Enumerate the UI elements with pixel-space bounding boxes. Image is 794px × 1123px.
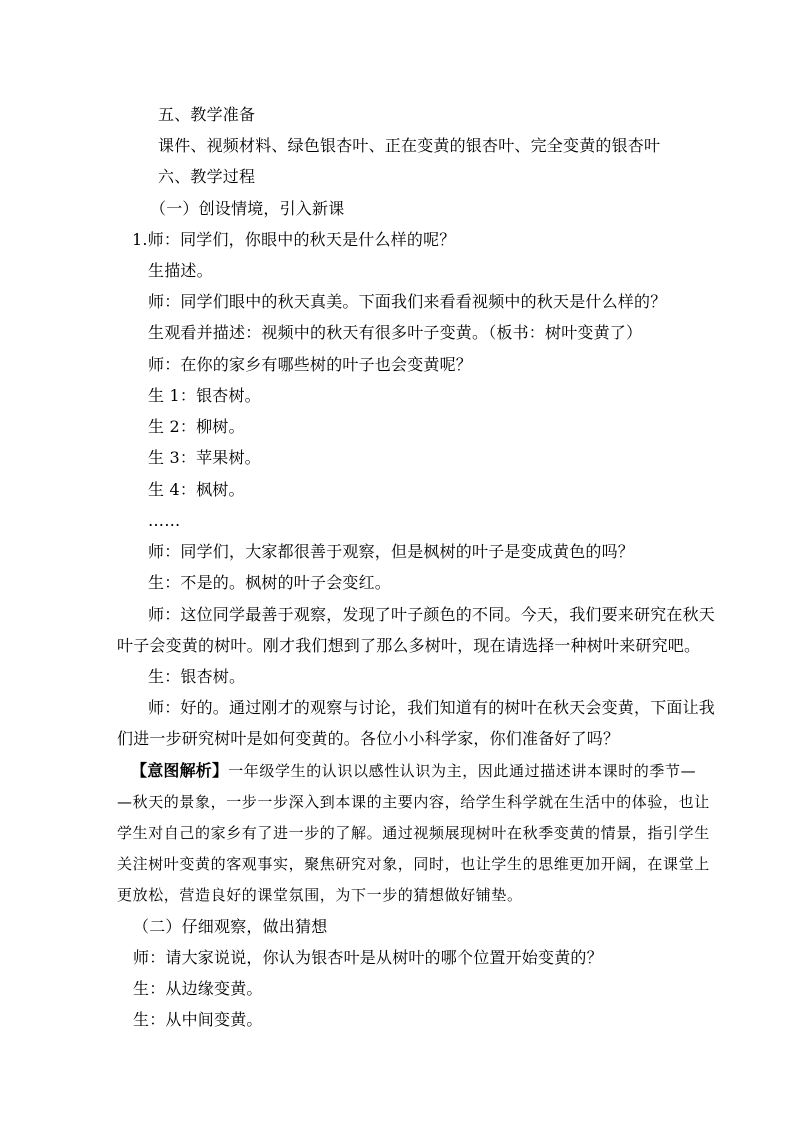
dialogue-line: 生：从边缘变黄。: [133, 979, 263, 998]
dialogue-line: 生 3：苹果树。: [148, 448, 261, 467]
intent-analysis-label: 【意图解析】: [131, 761, 229, 780]
heading-teaching-preparation: 五、教学准备: [158, 105, 256, 124]
dialogue-line: 生描述。: [148, 261, 213, 280]
dialogue-line: 们进一步研究树叶是如何变黄的。各位小小科学家，你们准备好了吗？: [117, 729, 620, 748]
dialogue-line: 生 2：柳树。: [148, 417, 245, 436]
dialogue-line: 叶子会变黄的树叶。刚才我们想到了那么多树叶，现在请选择一种树叶来研究吧。: [117, 636, 701, 655]
heading-teaching-process: 六、教学过程: [158, 167, 256, 186]
materials-line: 课件、视频材料、绿色银杏叶、正在变黄的银杏叶、完全变黄的银杏叶: [158, 136, 661, 155]
dialogue-line: 师：这位同学最善于观察，发现了叶子颜色的不同。今天，我们要来研究在秋天: [148, 605, 716, 624]
intent-analysis-line: —秋天的景象，一步一步深入到本课的主要内容，给学生科学就在生活中的体验，也让: [117, 793, 710, 811]
dialogue-line: 师：同学们，大家都很善于观察，但是枫树的叶子是变成黄色的吗？: [148, 542, 635, 561]
intent-analysis-first-line: [131, 760, 696, 782]
intent-analysis-line: 关注树叶变黄的客观事实，聚焦研究对象，同时，也让学生的思维更加开阔，在课堂上: [117, 855, 710, 873]
intent-analysis-text: 一年级学生的认识以感性认识为主，因此通过描述讲本课时的季节—: [228, 762, 697, 780]
dialogue-line: 师：在你的家乡有哪些树的叶子也会变黄呢？: [148, 355, 473, 374]
dialogue-line: 师：好的。通过刚才的观察与讨论，我们知道有的树叶在秋天会变黄，下面让我: [148, 698, 716, 717]
intent-analysis-line: 更放松，营造良好的课堂氛围，为下一步的猜想做好铺垫。: [117, 886, 523, 904]
dialogue-line: 1.师：同学们，你眼中的秋天是什么样的呢？: [132, 230, 456, 249]
dialogue-line: 生：从中间变黄。: [133, 1010, 263, 1029]
section-heading-2: （二）仔细观察，做出猜想: [133, 917, 328, 936]
dialogue-line: 生观看并描述：视频中的秋天有很多叶子变黄。（板书：树叶变黄了）: [148, 323, 643, 342]
section-heading-1: （一）创设情境，引入新课: [150, 199, 345, 218]
dialogue-line: 生：银杏树。: [148, 667, 246, 686]
dialogue-line: 生 4：枫树。: [148, 480, 245, 499]
dialogue-line: 师：同学们眼中的秋天真美。下面我们来看看视频中的秋天是什么样的？: [148, 292, 667, 311]
intent-analysis-line: 学生对自己的家乡有了进一步的了解。通过视频展现树叶在秋季变黄的情景，指引学生: [117, 824, 710, 842]
dialogue-line: 生 1：银杏树。: [148, 386, 261, 405]
ellipsis-line: ……: [148, 511, 181, 530]
dialogue-line: 生：不是的。枫树的叶子会变红。: [148, 573, 392, 592]
dialogue-line: 师：请大家说说，你认为银杏叶是从树叶的哪个位置开始变黄的？: [133, 948, 603, 967]
